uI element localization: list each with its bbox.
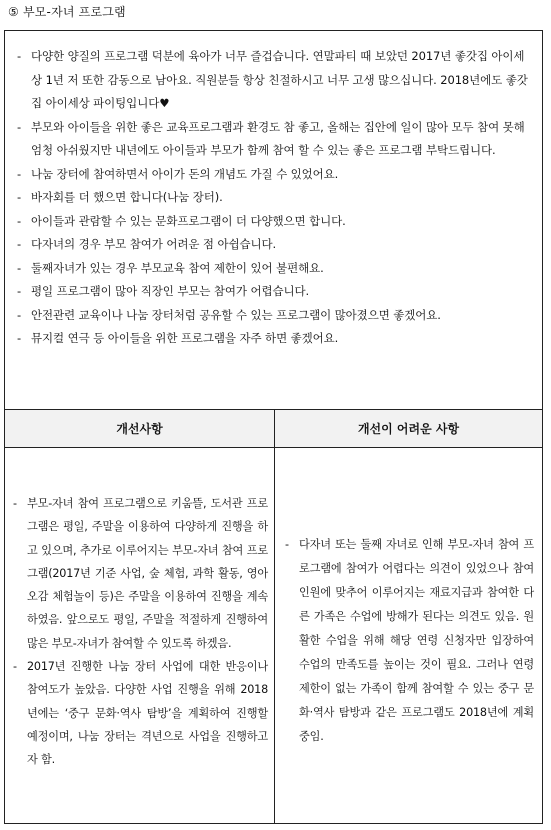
comment-item: - 아이들과 관람할 수 있는 문화프로그램이 더 다양했으면 합니다. [15, 210, 532, 234]
table-body-row [5, 448, 542, 823]
difficult-cell [275, 448, 542, 823]
section-title: ⑤ 부모-자녀 프로그램 [8, 5, 126, 19]
comment-item: - 평일 프로그램이 많아 직장인 부모는 참여가 어렵습니다. [15, 280, 532, 304]
difficult-item: - 다자녀 또는 둘째 자녀로 인해 부모-자녀 참여 프로그램에 참여가 어렵다는 의견이 있었으나 참여 인원에 맞추어 이루어지는 재료지급과 참여한 다른 가족은 수업에 방해가 된다는 의견도 있음. 원활한 수업을 위해 해당 연령 신청자만 입장하여 수업의 만족도를 높이는 것이 필요. 그러나 연령 제한이 없는 가족이 함께 참여할 수 있는 중구 문화·역사 탐방과 같은 프로그램도 2018년에 계획 중임. [283, 533, 534, 749]
comment-list [15, 45, 532, 351]
comment-item: - 바자회를 더 했으면 합니다(나눔 장터). [15, 186, 532, 210]
table-header-row [5, 410, 542, 448]
comment-item: - 안전관련 교육이나 나눔 장터처럼 공유할 수 있는 프로그램이 많아졌으면 좋겠어요. [15, 304, 532, 328]
improvement-item: - 부모-자녀 참여 프로그램으로 키움뜰, 도서관 프로그램은 평일, 주말을 이용하여 다양하게 진행을 하고 있으며, 추가로 이루어지는 부모-자녀 참여 프로그램(2017년 기준 사업, 숲 체험, 과학 활동, 영아 오감 체험놀이 등)은 주말을 이용하여 진행을 계속 하였음. 앞으로도 평일, 주말을 적절하게 진행하여 많은 부모-자녀가 참여할 수 있도록 하겠음. [11, 492, 268, 655]
comments-box [5, 31, 542, 410]
difficult-list [283, 533, 534, 749]
header-difficult: 개선이 어려운 사항 [357, 422, 460, 436]
feedback-table [4, 30, 543, 824]
comment-item: - 뮤지컬 연극 등 아이들을 위한 프로그램을 자주 하면 좋겠어요. [15, 327, 532, 351]
comment-item: - 다자녀의 경우 부모 참여가 어려운 점 아쉽습니다. [15, 233, 532, 257]
comment-item: - 둘째자녀가 있는 경우 부모교육 참여 제한이 있어 불편해요. [15, 257, 532, 281]
improvements-cell [5, 448, 275, 823]
comment-item: - 다양한 양질의 프로그램 덕분에 육아가 너무 즐겁습니다. 연말파티 때 보았던 2017년 좋갓집 아이세상 1년 저 또한 감동으로 남아요. 직원분들 항상 친절하시고 너무 고생 많으십니다. 2018년에도 좋갓집 아이세상 파이팅입니다♥ [15, 45, 532, 116]
header-improvements: 개선사항 [5, 410, 275, 447]
comment-item: - 부모와 아이들을 위한 좋은 교육프로그램과 환경도 참 좋고, 올해는 집안에 일이 많아 모두 참여 못해 엄청 아쉬웠지만 내년에도 아이들과 부모가 함께 참여 할 수 있는 좋은 프로그램 부탁드립니다. [15, 116, 532, 163]
comment-item: - 나눔 장터에 참여하면서 아이가 돈의 개념도 가질 수 있었어요. [15, 163, 532, 187]
improvement-item: - 2017년 진행한 나눔 장터 사업에 대한 반응이나 참여도가 높았음. 다양한 사업 진행을 위해 2018년에는 ‘중구 문화·역사 탐방’을 계획하여 진행할 예정이며, 나눔 장터는 격년으로 사업을 진행하고자 함. [11, 655, 268, 771]
improvements-list [11, 492, 268, 772]
